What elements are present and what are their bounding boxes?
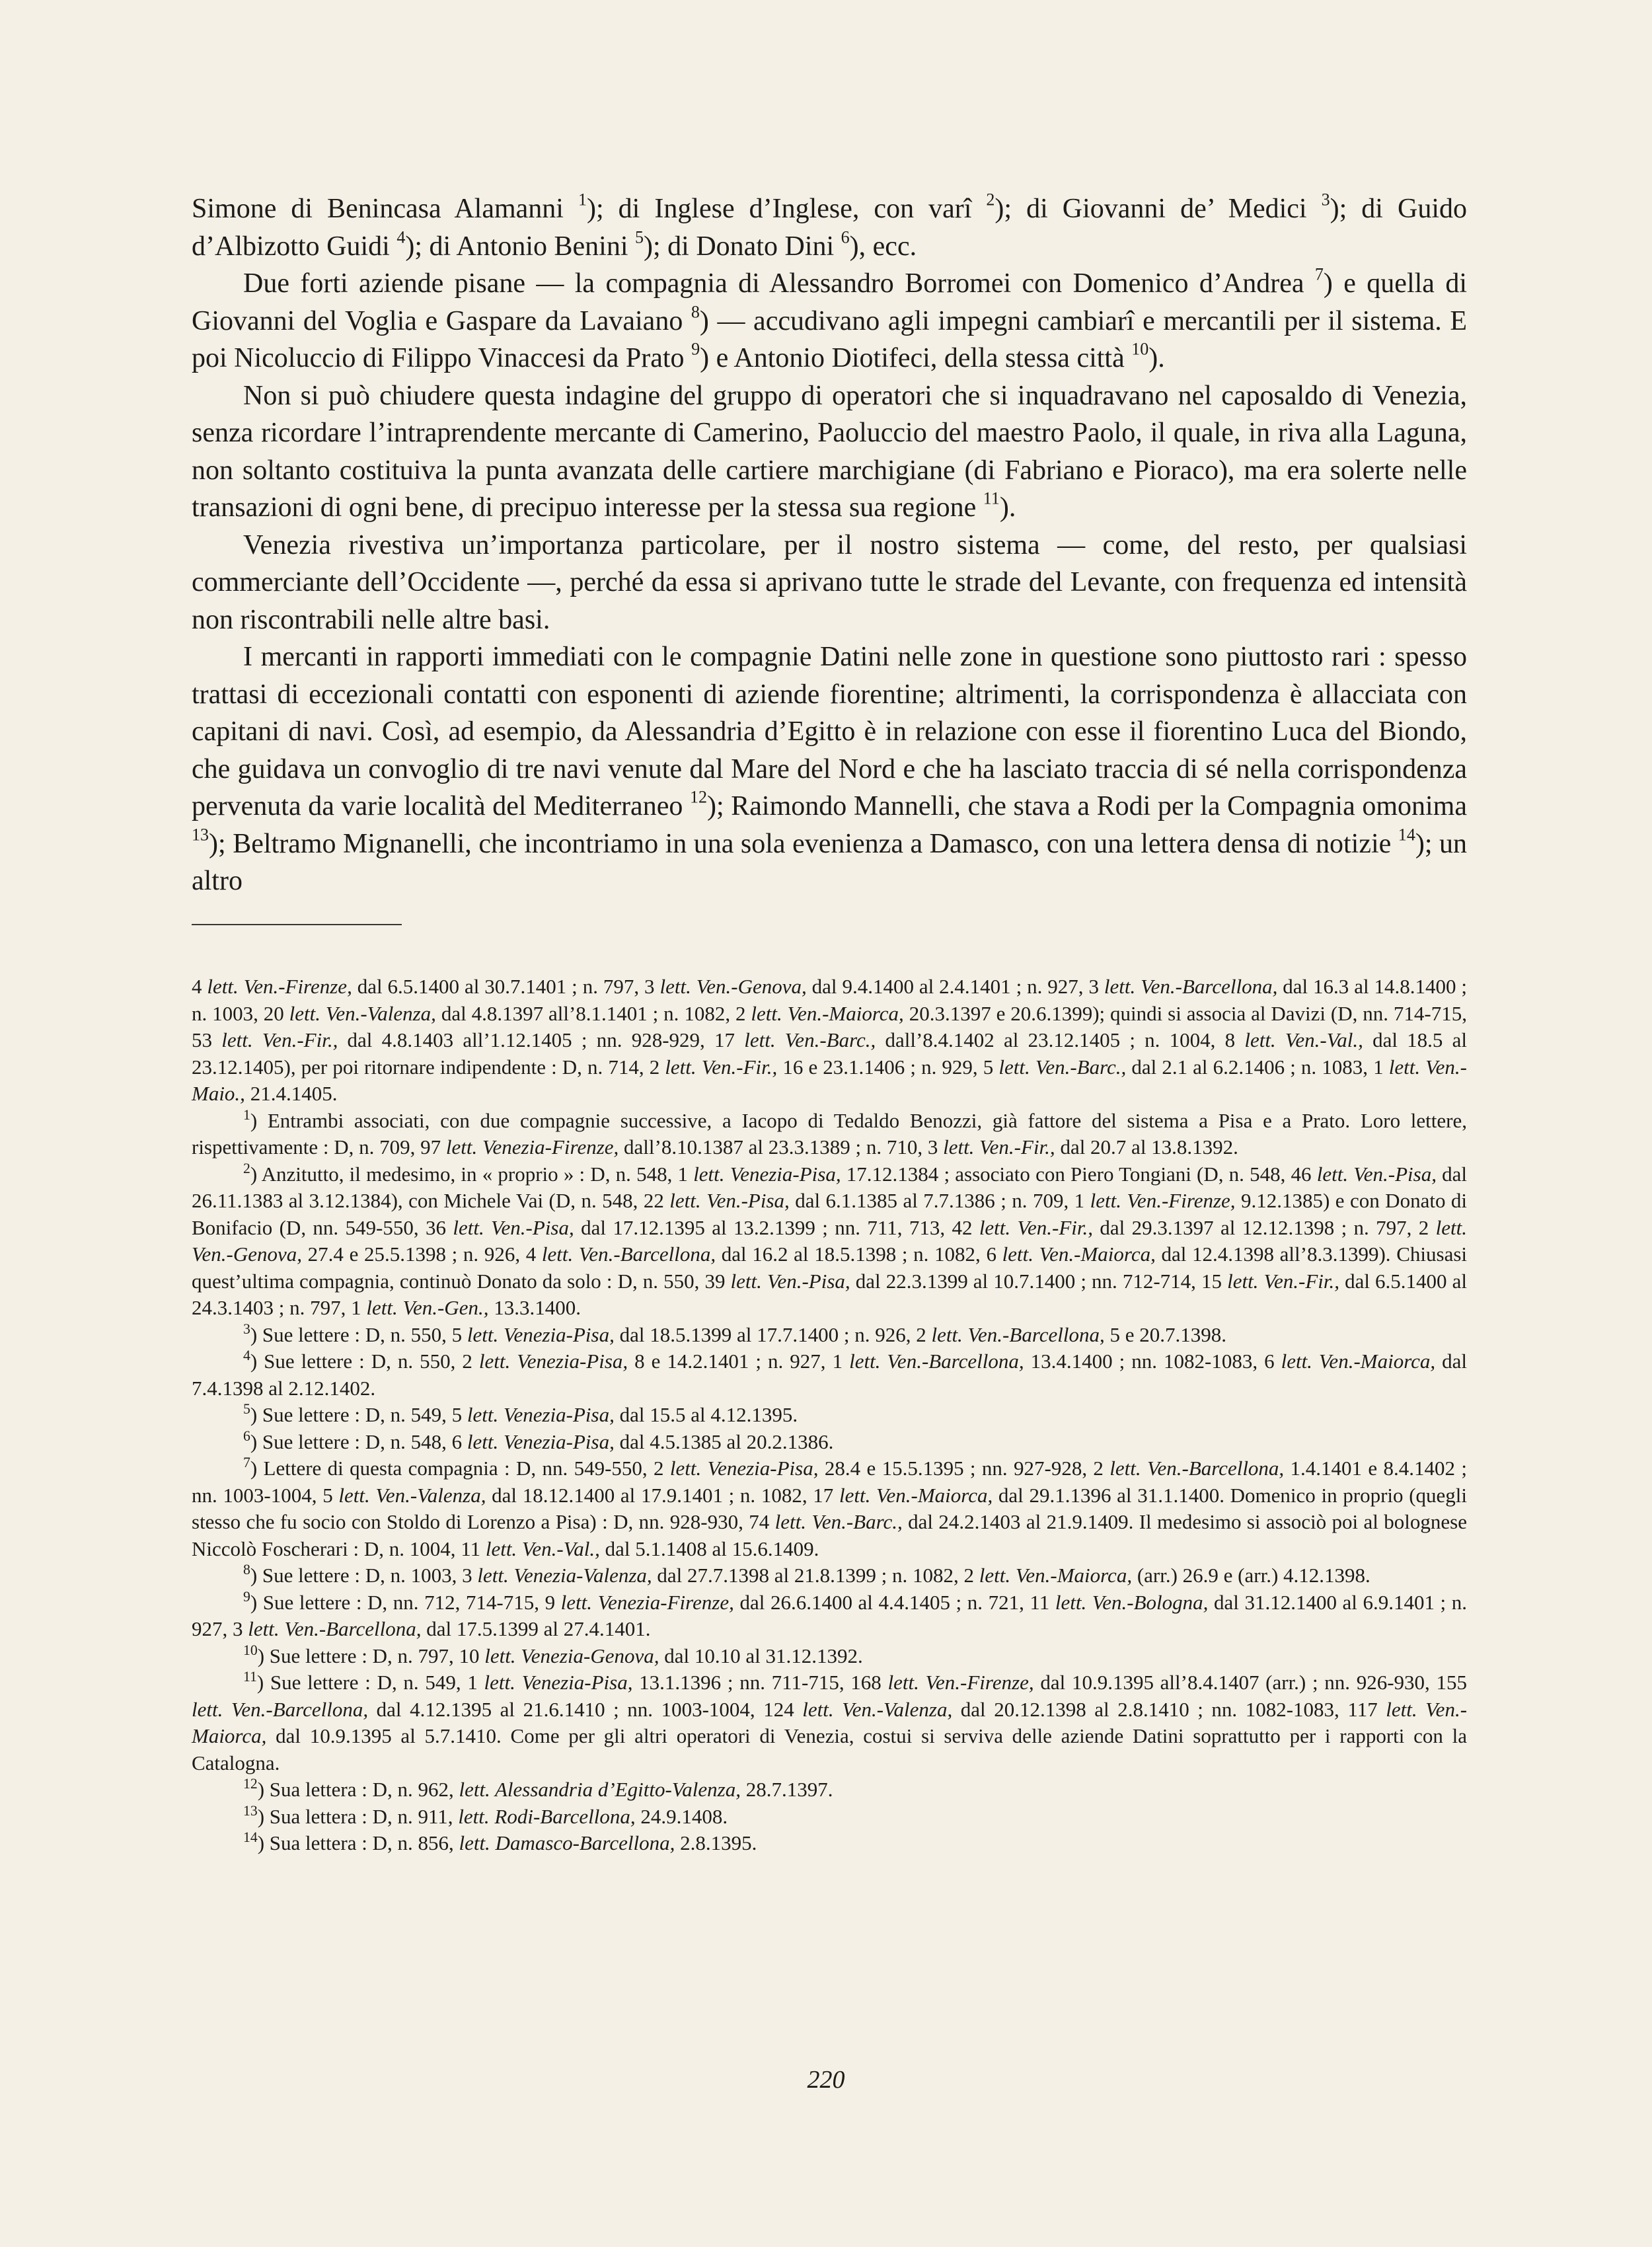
footnote-ref: 10 — [1131, 339, 1149, 359]
text-run: ); di Antonio Benini — [405, 231, 635, 262]
main-text — [192, 190, 1467, 900]
footnote-10: $^{10}$) Sue lettere : D, n. 797, 10 lett. Venezia-Genova, dal 10.10 al 31.12.1392. — [243, 1642, 863, 1667]
text-run: Simone di Benincasa Alamanni — [192, 194, 578, 224]
paragraph-1 — [192, 190, 1467, 265]
text-run: ), ecc. — [849, 231, 917, 262]
footnote-6: $^6$) Sue lettere : D, n. 548, 6 lett. Venezia-Pisa, dal 4.5.1385 al 20.2.1386. — [243, 1428, 834, 1453]
footnote-continuation: 4 lett. Ven.-Firenze, dal 6.5.1400 al 30.7.1401 ; n. 797, 3 lett. Ven.-Genova, dal 9.4.1400 al 2.4.1401 ; n. 927, 3 lett. Ven.-Barcellona, dal 16.3 al 14.8.1400 ; n. 1003, 20 lett. Ven.-Valenza, dal 4.8.1397 all’8.1.1401 ; n. 1082, 2 lett. Ven.-Maiorca, 20.3.1397 e 20.6.1399); quindi si associa al Davizi (D, nn. 714-715, 53 lett. Ven.-Fir., dal 4.8.1403 all’1.12.1405 ; nn. 928-929, 17 lett. Ven.-Barc., dall’8.4.1402 al 23.12.1405 ; n. 1004, 8 lett. Ven.-Val., dal 18.5 al 23.12.1405), per poi ritornare indipendente : D, n. 714, 2 lett. Ven.-Fir., 16 e 23.1.1406 ; n. 929, 5 lett. Ven.-Barc., dal 2.1 al 6.2.1406 ; n. 1083, 1 lett. Ven.-Maio., 21.4.1405. — [192, 975, 1468, 1105]
paragraph-3 — [192, 377, 1467, 527]
footnote-3: $^3$) Sue lettere : D, n. 550, 5 lett. Venezia-Pisa, dal 18.5.1399 al 17.7.1400 ; n. 926, 2 lett. Ven.-Barcellona, 5 e 20.7.1398. — [243, 1320, 1226, 1346]
text-run: ) e Antonio Diotifeci, della stessa città — [700, 343, 1132, 373]
text-run: ); di Giovanni de’ Medici — [995, 194, 1322, 224]
footnote-ref: 6 — [841, 227, 850, 247]
footnote-ref: 13 — [192, 824, 209, 844]
paragraph-5 — [192, 638, 1467, 900]
text-run: ) — accudivano agli impegni cambiarî e mercantili per il sistema. E poi Nicoluccio di Filippo Vinaccesi da Prato — [192, 305, 1467, 373]
footnote-7: $^7$) Lettere di questa compagnia : D, nn. 549-550, 2 lett. Venezia-Pisa, 28.4 e 15.5.1395 ; nn. 927-928, 2 lett. Ven.-Barcellona, 1.4.1401 e 8.4.1402 ; nn. 1003-1004, 5 lett. Ven.-Valenza, dal 18.12.1400 al 17.9.1401 ; n. 1082, 17 lett. Ven.-Maiorca, dal 29.1.1396 al 31.1.1400. Domenico in proprio (quegli stesso che fu socio con Stoldo di Lorenzo a Pisa) : D, nn. 928-930, 74 lett. Ven.-Barc., dal 24.2.1403 al 21.9.1409. Il medesimo si associò poi al bolognese Niccolò Foscherari : D, n. 1004, 11 lett. Ven.-Val., dal 5.1.1408 al 15.6.1409. — [192, 1455, 1468, 1560]
text-run: ). — [999, 492, 1016, 523]
footnote-5: $^5$) Sue lettere : D, n. 549, 5 lett. Venezia-Pisa, dal 15.5 al 4.12.1395. — [243, 1401, 798, 1426]
text-run: ) e quella di Giovanni del Voglia e Gaspare da Lavaiano — [192, 268, 1467, 336]
footnote-12: $^{12}$) Sua lettera : D, n. 962, lett. Alessandria d’Egitto-Valenza, 28.7.1397. — [243, 1776, 833, 1801]
footnote-ref: 5 — [635, 227, 644, 247]
footnote-separator — [192, 924, 402, 925]
text-run: Non si può chiudere questa indagine del gruppo di operatori che si inquadravano nel caposaldo di Venezia, senza ricordare l’intraprendente mercante di Camerino, Paoluccio del maestro Paolo, il quale, in riva alla Laguna, non soltanto costituiva la punta avanzata delle cartiere marchigiane (di Fabriano e Pioraco), ma era solerte nelle transazioni di ogni bene, di precipuo interesse per la stessa sua regione — [192, 380, 1467, 523]
footnote-11: $^{11}$) Sue lettere : D, n. 549, 1 lett. Venezia-Pisa, 13.1.1396 ; nn. 711-715, 168 lett. Ven.-Firenze, dal 10.9.1395 all’8.4.1407 (arr.) ; nn. 926-930, 155 lett. Ven.-Barcellona, dal 4.12.1395 al 21.6.1410 ; nn. 1003-1004, 124 lett. Ven.-Valenza, dal 20.12.1398 al 2.8.1410 ; nn. 1082-1083, 117 lett. Ven.-Maiorca, dal 10.9.1395 al 5.7.1410. Come per gli altri operatori di Venezia, costui si serviva delle aziende Datini soprattutto per i rapporti con la Catalogna. — [192, 1669, 1468, 1774]
footnote-1: $^1$) Entrambi associati, con due compagnie successive, a Iacopo di Tedaldo Benozzi, già fattore del sistema a Pisa e a Prato. Loro lettere, rispettivamente : D, n. 709, 97 lett. Venezia-Firenze, dall’8.10.1387 al 23.3.1389 ; n. 710, 3 lett. Ven.-Fir., dal 20.7 al 13.8.1392. — [192, 1106, 1467, 1159]
footnote-ref: 8 — [691, 301, 700, 321]
text-run: ); un altro — [192, 828, 1467, 896]
footnote-2: $^2$) Anzitutto, il medesimo, in « proprio » : D, n. 548, 1 lett. Venezia-Pisa, 17.12.1384 ; associato con Piero Tongiani (D, n. 548, 46 lett. Ven.-Pisa, dal 26.11.1383 al 3.12.1384), con Michele Vai (D, n. 548, 22 lett. Ven.-Pisa, dal 6.1.1385 al 7.7.1386 ; n. 709, 1 lett. Ven.-Firenze, 9.12.1385) e con Donato di Bonifacio (D, nn. 549-550, 36 lett. Ven.-Pisa, dal 17.12.1395 al 13.2.1399 ; nn. 711, 713, 42 lett. Ven.-Fir., dal 29.3.1397 al 12.12.1398 ; n. 797, 2 lett. Ven.-Genova, 27.4 e 25.5.1398 ; n. 926, 4 lett. Ven.-Barcellona, dal 16.2 al 18.5.1398 ; n. 1082, 6 lett. Ven.-Maiorca, dal 12.4.1398 all’8.3.1399). Chiusasi quest’ultima compagnia, continuò Donato da solo : D, n. 550, 39 lett. Ven.-Pisa, dal 22.3.1399 al 10.7.1400 ; nn. 712-714, 15 lett. Ven.-Fir., dal 6.5.1400 al 24.3.1403 ; n. 797, 1 lett. Ven.-Gen., 13.3.1400. — [192, 1160, 1468, 1319]
footnote-14: $^{14}$) Sua lettera : D, n. 856, lett. Damasco-Barcellona, 2.8.1395. — [243, 1829, 757, 1854]
footnote-4: $^4$) Sue lettere : D, n. 550, 2 lett. Venezia-Pisa, 8 e 14.2.1401 ; n. 927, 1 lett. Ven.-Barcellona, 13.4.1400 ; nn. 1082-1083, 6 lett. Ven.-Maiorca, dal 7.4.1398 al 2.12.1402. — [192, 1348, 1468, 1400]
footnote-13: $^{13}$) Sua lettera : D, n. 911, lett. Rodi-Barcellona, 24.9.1408. — [243, 1802, 728, 1828]
footnotes — [192, 973, 1467, 1857]
footnote-ref: 3 — [1321, 190, 1330, 209]
text-run: I mercanti in rapporti immediati con le compagnie Datini nelle zone in questione sono piuttosto rari : spesso trattasi di eccezionali contatti con esponenti di aziende fiorentine; altrimenti, la corrispondenza è allacciata con capitani di navi. Così, ad esempio, da Alessandria d’Egitto è in relazione con esse il fiorentino Luca del Biondo, che guidava un convoglio di tre navi venute dal Mare del Nord e che ha lasciato traccia di sé nella corrispondenza pervenuta da varie località del Mediterraneo — [192, 642, 1467, 821]
footnote-ref: 4 — [396, 227, 406, 247]
paragraph-4: Venezia rivestiva un’importanza particolare, per il nostro sistema — come, del resto, per qualsiasi commerciante dell’Occidente —, perché da essa si aprivano tutte le strade del Levante, con frequenza ed intensità non riscontrabili nelle altre basi. — [192, 529, 1467, 635]
text-run: Due forti aziende pisane — la compagnia di Alessandro Borromei con Domenico d’Andrea — [243, 268, 1315, 299]
paragraph-2 — [192, 265, 1467, 377]
footnote-ref: 7 — [1314, 264, 1324, 284]
footnote-8: $^8$) Sue lettere : D, n. 1003, 3 lett. Venezia-Valenza, dal 27.7.1398 al 21.8.1399 ; n. 1082, 2 lett. Ven.-Maiorca, (arr.) 26.9 e (arr.) 4.12.1398. — [243, 1562, 1370, 1587]
text-run: ); Raimondo Mannelli, che stava a Rodi per la Compagnia omonima — [706, 791, 1467, 821]
text-run: ); di Donato Dini — [644, 231, 841, 262]
text-run: ); di Inglese d’Inglese, con varî — [586, 194, 987, 224]
footnote-ref: 14 — [1398, 824, 1415, 844]
page-number: 220 — [807, 2066, 845, 2094]
text-run: ); di Guido d’Albizotto Guidi — [192, 194, 1467, 262]
footnote-ref: 9 — [691, 339, 700, 359]
footnote-ref: 1 — [578, 190, 587, 209]
text-run: ); Beltramo Mignanelli, che incontriamo in una sola evenienza a Damasco, con una lettera densa di notizie — [209, 828, 1398, 859]
footnote-9: $^9$) Sue lettere : D, nn. 712, 714-715, 9 lett. Venezia-Firenze, dal 26.6.1400 al 4.4.1405 ; n. 721, 11 lett. Ven.-Bologna, dal 31.12.1400 al 6.9.1401 ; n. 927, 3 lett. Ven.-Barcellona, dal 17.5.1399 al 27.4.1401. — [192, 1588, 1467, 1640]
footnote-ref: 11 — [983, 488, 1000, 508]
footnote-ref: 2 — [986, 190, 995, 209]
text-run: ). — [1148, 343, 1165, 373]
footnote-ref: 12 — [689, 787, 707, 807]
